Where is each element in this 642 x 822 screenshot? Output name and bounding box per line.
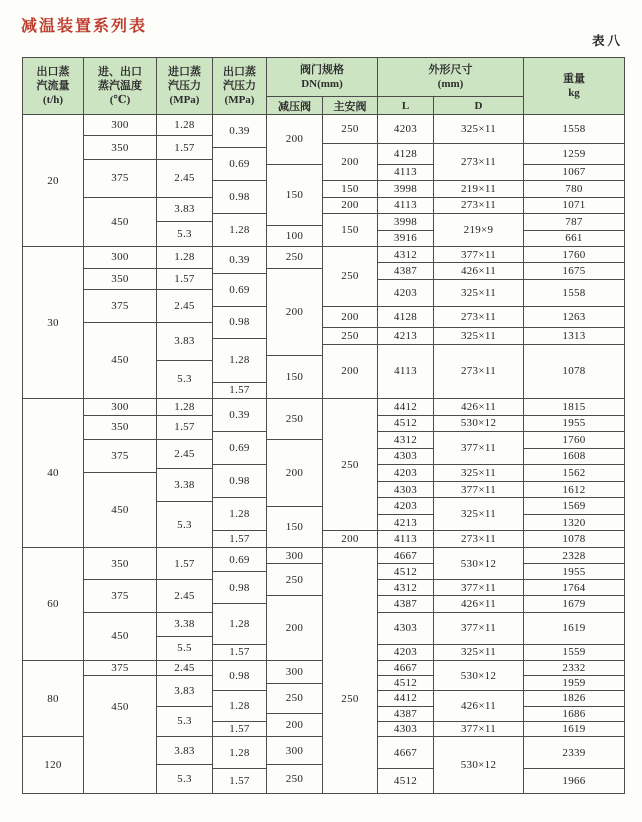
header-line: (t/h)	[42, 94, 64, 107]
cell-D: 325×11	[434, 498, 523, 531]
cell-dn_safety: 200	[323, 531, 377, 548]
column-D	[434, 548, 524, 661]
column-L	[378, 247, 434, 399]
cell-temp: 450	[84, 323, 156, 399]
cell-weight: 1320	[524, 515, 624, 532]
column-dn_safety	[323, 399, 378, 548]
column-L	[378, 661, 434, 737]
column-flow	[23, 661, 84, 737]
header-line: 外形尺寸	[428, 63, 473, 76]
cell-p_in: 3.83	[157, 323, 212, 361]
column-flow	[23, 399, 84, 548]
cell-weight: 1619	[524, 722, 624, 737]
cell-dn_reduce: 200	[267, 596, 322, 661]
cell-D: 530×12	[434, 416, 523, 433]
cell-temp: 375	[84, 440, 156, 473]
cell-p_out: 0.69	[213, 432, 266, 465]
section-flow-80	[23, 661, 624, 737]
cell-p_out: 1.57	[213, 645, 266, 661]
cell-p_in: 1.57	[157, 269, 212, 291]
cell-weight: 787	[524, 214, 624, 231]
cell-D: 273×11	[434, 307, 523, 329]
header-line: 重量	[563, 72, 585, 85]
column-weight	[524, 548, 624, 661]
cell-weight: 2339	[524, 737, 624, 769]
header-line: 蒸汽温度	[98, 79, 142, 92]
column-p_in	[157, 548, 213, 661]
cell-p_in: 5.3	[157, 361, 212, 399]
cell-dn_safety: 250	[323, 247, 377, 307]
cell-dn_reduce: 200	[267, 269, 322, 356]
cell-dn_safety	[323, 548, 377, 661]
cell-D: 377×11	[434, 482, 523, 499]
series-table	[22, 57, 625, 794]
cell-p_out: 0.98	[213, 661, 266, 691]
cell-D: 377×11	[434, 432, 523, 465]
column-dn_reduce	[267, 247, 323, 399]
cell-weight: 1764	[524, 580, 624, 596]
header-valve-subrow	[267, 97, 377, 114]
section-flow-20	[23, 115, 624, 247]
cell-L: 4203	[378, 465, 433, 482]
cell-temp: 375	[84, 160, 156, 197]
cell-p_out: 0.69	[213, 274, 266, 307]
cell-p_in: 1.28	[157, 115, 212, 136]
column-p_in	[157, 115, 213, 247]
cell-D: 426×11	[434, 596, 523, 612]
cell-weight: 1558	[524, 115, 624, 144]
cell-dn_safety: 200	[323, 144, 377, 181]
header-steam-temp	[84, 58, 157, 114]
cell-L: 4128	[378, 307, 433, 329]
cell-L: 4512	[393, 775, 418, 787]
cell-weight: 1612	[524, 482, 624, 499]
cell-D: 377×11	[434, 580, 523, 596]
cell-weight: 1966	[562, 775, 586, 787]
cell-D: 273×11	[434, 144, 523, 181]
header-line: 汽流量	[36, 79, 70, 92]
cell-p_out: 0.39	[213, 247, 266, 274]
cell-D: 325×11	[434, 115, 523, 144]
cell-D: 530×12	[434, 548, 523, 580]
header-line: 汽压力	[223, 79, 256, 92]
column-dn_safety	[323, 737, 378, 793]
section-flow-120	[23, 737, 624, 793]
column-p_in	[157, 737, 213, 793]
cell-dn_reduce: 250	[267, 399, 322, 440]
cell-dn_reduce: 200	[267, 440, 322, 506]
cell-dn_safety: 250	[341, 693, 359, 705]
cell-weight: 780	[524, 181, 624, 198]
cell-dn_safety: 250	[323, 399, 377, 531]
header-safety-valve: 主安阀	[333, 100, 367, 113]
cell-weight: 1569	[524, 498, 624, 515]
header-line: (℃)	[109, 94, 131, 107]
cell-p_out: 1.28	[213, 214, 266, 247]
cell-flow: 30	[23, 247, 83, 399]
column-weight	[524, 115, 624, 247]
cell-temp	[84, 737, 156, 793]
cell-dn_safety: 150	[323, 214, 377, 247]
cell-L: 4203	[378, 498, 433, 515]
cell-p_out: 0.98	[213, 181, 266, 214]
cell-p_out: 0.39	[213, 115, 266, 148]
column-dn_safety	[323, 247, 378, 399]
cell-dn_reduce: 250	[267, 247, 322, 269]
section-flow-60	[23, 548, 624, 661]
cell-p_out: 1.28	[213, 691, 266, 721]
cell-dn_safety: 200	[323, 198, 377, 215]
cell-L: 4412	[378, 691, 433, 706]
column-weight	[524, 661, 624, 737]
cell-dn_reduce: 200	[267, 115, 322, 165]
header-overall-dimensions	[378, 58, 523, 97]
cell-flow: 120	[44, 759, 62, 771]
cell-p_out: 1.28	[213, 737, 266, 769]
section-flow-40	[23, 399, 624, 548]
column-temp	[84, 399, 157, 548]
cell-temp: 300	[84, 247, 156, 269]
column-flow	[23, 115, 84, 247]
cell-temp: 350	[84, 136, 156, 161]
header-dim-L: L	[378, 97, 434, 114]
cell-weight: 1955	[524, 564, 624, 580]
cell-temp: 350	[84, 548, 156, 580]
section-flow-30	[23, 247, 624, 399]
cell-p_in: 1.57	[157, 548, 212, 580]
cell-weight: 1078	[524, 345, 624, 399]
cell-L: 4113	[378, 345, 433, 399]
cell-dn_safety: 250	[323, 328, 377, 344]
cell-p_in: 3.38	[157, 613, 212, 637]
cell-flow: 20	[23, 115, 83, 247]
cell-L: 4312	[378, 247, 433, 263]
cell-p_in: 1.57	[157, 416, 212, 441]
cell-p_out: 0.98	[213, 307, 266, 340]
table-header	[23, 58, 624, 115]
cell-p_out: 1.57	[213, 722, 266, 737]
cell-temp: 450	[84, 473, 156, 548]
cell-temp: 375	[84, 580, 156, 612]
cell-weight: 1067	[524, 165, 624, 182]
cell-weight: 1259	[524, 144, 624, 165]
cell-dn_reduce: 250	[267, 684, 322, 714]
cell-L: 4213	[378, 328, 433, 344]
cell-p_in: 5.3	[157, 707, 212, 737]
cell-p_in: 2.45	[157, 440, 212, 469]
cell-L: 4303	[378, 613, 433, 645]
column-temp	[84, 661, 157, 737]
cell-p_in: 5.3	[177, 773, 192, 785]
cell-temp: 350	[84, 416, 156, 441]
table-body	[23, 115, 624, 793]
cell-D: 426×11	[434, 399, 523, 416]
cell-p_in: 2.45	[157, 160, 212, 197]
column-D	[434, 661, 524, 737]
column-L	[378, 737, 434, 793]
column-L	[378, 115, 434, 247]
cell-p_in: 5.3	[157, 502, 212, 548]
cell-weight: 2332	[524, 661, 624, 676]
cell-p_in: 3.83	[157, 676, 212, 706]
column-p_out	[213, 247, 267, 399]
cell-L: 4203	[378, 280, 433, 307]
column-temp	[84, 737, 157, 793]
table-number-label: 表八	[591, 34, 623, 48]
header-line: 阀门规格	[300, 63, 344, 76]
column-p_out	[213, 115, 267, 247]
header-line: 汽压力	[168, 79, 201, 92]
cell-D: 273×11	[434, 198, 523, 215]
cell-L: 4412	[378, 399, 433, 416]
cell-D: 530×12	[460, 759, 497, 771]
column-temp	[84, 548, 157, 661]
cell-L: 4303	[378, 722, 433, 737]
cell-p_out: 0.98	[213, 572, 266, 604]
header-line: (mm)	[437, 78, 464, 90]
column-p_out	[213, 737, 267, 793]
cell-weight: 1078	[524, 531, 624, 548]
cell-dn_reduce: 200	[267, 714, 322, 737]
column-dn_reduce	[267, 548, 323, 661]
cell-L: 4113	[378, 531, 433, 548]
header-valve-spec-group	[267, 58, 378, 114]
header-dim-D: D	[474, 99, 483, 112]
cell-L: 4387	[378, 596, 433, 612]
cell-weight: 1263	[524, 307, 624, 329]
cell-L: 4387	[378, 263, 433, 279]
cell-dn_reduce: 300	[267, 661, 322, 684]
column-D	[434, 399, 524, 548]
column-dn_safety	[323, 548, 378, 661]
cell-p_in: 3.38	[157, 469, 212, 502]
cell-weight: 1675	[524, 263, 624, 279]
cell-dn_safety: 200	[323, 345, 377, 399]
cell-D: 325×11	[434, 465, 523, 482]
column-weight	[524, 399, 624, 548]
column-D	[434, 115, 524, 247]
cell-L: 4512	[378, 416, 433, 433]
cell-L: 4512	[378, 564, 433, 580]
cell-weight: 661	[524, 231, 624, 248]
header-line: 出口蒸	[36, 65, 70, 78]
page-title: 减温装置系列表	[21, 18, 148, 35]
cell-p_out: 0.69	[213, 148, 266, 181]
cell-weight: 1826	[524, 691, 624, 706]
cell-dn_reduce: 300	[267, 548, 322, 564]
header-dimensions-subrow	[378, 97, 523, 114]
cell-p_out: 1.57	[229, 775, 250, 787]
cell-weight: 1559	[524, 645, 624, 661]
cell-D: 273×11	[434, 531, 523, 548]
cell-L: 4512	[378, 676, 433, 691]
cell-weight: 1071	[524, 198, 624, 215]
column-dn_reduce	[267, 115, 323, 247]
cell-weight: 1619	[524, 613, 624, 645]
cell-D: 325×11	[434, 328, 523, 344]
cell-D: 219×11	[434, 181, 523, 198]
cell-dn_safety: 250	[323, 115, 377, 144]
cell-L: 3916	[378, 231, 433, 248]
cell-L: 4667	[378, 661, 433, 676]
cell-weight: 1562	[524, 465, 624, 482]
cell-flow: 80	[23, 661, 83, 737]
column-flow	[23, 737, 84, 793]
cell-dn_safety: 200	[323, 307, 377, 329]
column-dn_safety	[323, 661, 378, 737]
header-inlet-pressure	[157, 58, 213, 114]
header-line: kg	[568, 87, 580, 99]
column-weight	[524, 247, 624, 399]
cell-temp: 450	[84, 198, 156, 248]
cell-weight: 1679	[524, 596, 624, 612]
cell-temp: 450	[111, 700, 129, 713]
cell-dn_safety	[323, 737, 377, 793]
column-dn_safety	[323, 115, 378, 247]
cell-temp: 375	[84, 290, 156, 323]
cell-dn_reduce: 300	[267, 737, 322, 765]
cell-weight: 1815	[524, 399, 624, 416]
header-line: DN(mm)	[301, 78, 343, 90]
header-line: (MPa)	[224, 94, 255, 107]
cell-p_in: 2.45	[157, 290, 212, 323]
header-line: (MPa)	[169, 94, 200, 107]
cell-L: 4312	[378, 432, 433, 449]
cell-L: 4128	[378, 144, 433, 165]
header-reducing-valve: 减压阀	[267, 97, 323, 114]
cell-L: 3998	[378, 181, 433, 198]
cell-p_in: 2.45	[157, 580, 212, 612]
cell-p_in: 1.28	[157, 399, 212, 416]
cell-p_in: 1.28	[157, 247, 212, 269]
column-flow	[23, 548, 84, 661]
cell-dn_safety: 150	[323, 181, 377, 198]
cell-p_out: 1.28	[213, 498, 266, 531]
column-p_in	[157, 247, 213, 399]
cell-L: 4203	[378, 645, 433, 661]
cell-temp: 450	[84, 613, 156, 661]
header-outlet-pressure	[213, 58, 267, 114]
cell-D: 377×11	[434, 722, 523, 737]
cell-L: 4113	[378, 165, 433, 182]
cell-D: 530×12	[434, 661, 523, 691]
cell-flow: 60	[23, 548, 83, 661]
cell-D: 219×9	[434, 214, 523, 247]
header-outlet-flow	[23, 58, 84, 114]
column-D	[434, 247, 524, 399]
header-dimensions-group	[378, 58, 524, 114]
cell-temp: 300	[84, 115, 156, 136]
cell-weight: 1760	[524, 247, 624, 263]
cell-flow: 40	[23, 399, 83, 548]
cell-weight: 1313	[524, 328, 624, 344]
cell-D: 325×11	[434, 645, 523, 661]
column-dn_reduce	[267, 737, 323, 793]
column-dn_reduce	[267, 661, 323, 737]
cell-p_out: 1.28	[213, 339, 266, 382]
cell-temp: 350	[84, 269, 156, 291]
cell-dn_reduce: 150	[267, 165, 322, 227]
cell-L: 4312	[378, 580, 433, 596]
cell-weight: 2328	[524, 548, 624, 564]
column-p_out	[213, 548, 267, 661]
header-weight	[524, 58, 624, 114]
cell-temp: 375	[84, 661, 156, 676]
cell-D: 426×11	[434, 263, 523, 279]
cell-weight: 1760	[524, 432, 624, 449]
header-line: 进口蒸	[168, 65, 201, 78]
column-L	[378, 399, 434, 548]
header-line: 出口蒸	[223, 65, 256, 78]
column-p_in	[157, 661, 213, 737]
cell-p_in: 1.57	[157, 136, 212, 161]
cell-L: 4303	[378, 482, 433, 499]
cell-weight: 1608	[524, 449, 624, 466]
cell-D: 377×11	[434, 247, 523, 263]
column-p_out	[213, 661, 267, 737]
cell-L: 4303	[378, 449, 433, 466]
cell-p_out: 1.28	[213, 604, 266, 644]
header-valve-spec	[267, 58, 377, 97]
cell-weight: 1686	[524, 707, 624, 722]
cell-weight: 1558	[524, 280, 624, 307]
cell-p_in: 5.3	[157, 222, 212, 247]
cell-p_out: 1.57	[213, 531, 266, 548]
cell-p_in: 5.5	[157, 637, 212, 661]
cell-p_in: 2.45	[157, 661, 212, 676]
cell-D: 426×11	[434, 691, 523, 721]
cell-D: 377×11	[434, 613, 523, 645]
column-p_out	[213, 399, 267, 548]
cell-D: 273×11	[434, 345, 523, 399]
column-p_in	[157, 399, 213, 548]
cell-L: 4667	[378, 737, 433, 769]
cell-p_out: 0.98	[213, 465, 266, 498]
column-temp	[84, 247, 157, 399]
cell-p_in: 3.83	[157, 737, 212, 765]
cell-weight: 1955	[524, 416, 624, 433]
cell-weight: 1959	[524, 676, 624, 691]
cell-L: 4203	[378, 115, 433, 144]
cell-L: 4213	[378, 515, 433, 532]
cell-L: 3998	[378, 214, 433, 231]
cell-dn_reduce: 250	[285, 773, 304, 785]
cell-D: 325×11	[434, 280, 523, 307]
cell-p_out: 1.57	[213, 383, 266, 399]
column-flow	[23, 247, 84, 399]
column-dn_reduce	[267, 399, 323, 548]
cell-p_out: 0.39	[213, 399, 266, 432]
cell-L: 4113	[378, 198, 433, 215]
column-D	[434, 737, 524, 793]
header-line: 进、出口	[98, 65, 142, 78]
cell-dn_reduce: 250	[267, 564, 322, 596]
cell-dn_reduce: 150	[267, 356, 322, 399]
cell-L: 4387	[378, 707, 433, 722]
column-weight	[524, 737, 624, 793]
cell-p_in: 3.83	[157, 198, 212, 223]
cell-L: 4667	[378, 548, 433, 564]
column-temp	[84, 115, 157, 247]
cell-dn_reduce: 100	[267, 226, 322, 247]
cell-dn_reduce: 150	[267, 507, 322, 548]
cell-p_out: 0.69	[213, 548, 266, 572]
cell-temp: 300	[84, 399, 156, 416]
column-L	[378, 548, 434, 661]
